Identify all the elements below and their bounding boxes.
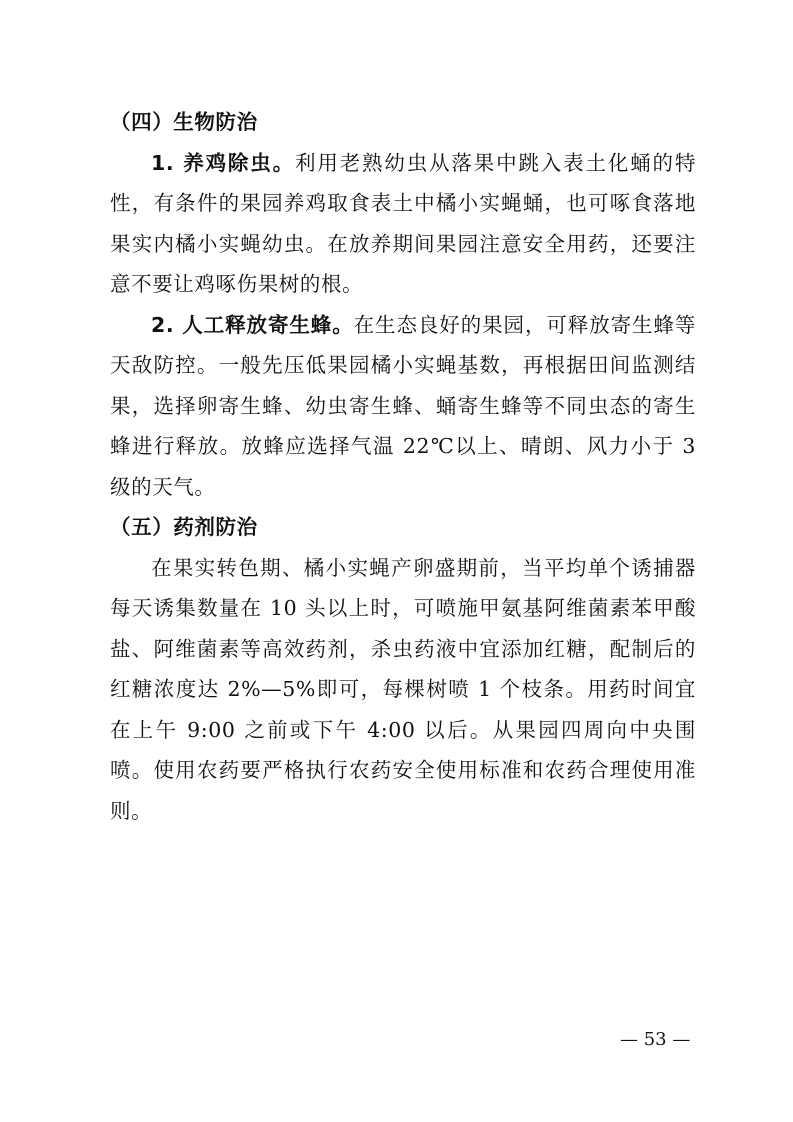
section-heading-chemical-control: （五）药剂防治 — [110, 515, 258, 539]
section-heading-biological-control: （四）生物防治 — [110, 110, 258, 134]
paragraph-text-parasitic-wasp-release: 在生态良好的果园，可释放寄生蜂等天敌防控。一般先压低果园橘小实蝇基数，再根据田间监测结果，选择卵寄生蜂、幼虫寄生蜂、蛹寄生蜂等不同虫态的寄生蜂进行释放。放蜂应选择气温 22℃以上、晴朗、风力小于 3 级的天气。 — [110, 312, 696, 499]
paragraph-lead-chicken-raising: 1. 养鸡除虫。 — [151, 150, 295, 175]
paragraph-chicken-raising — [110, 143, 696, 305]
paragraph-parasitic-wasp-release — [110, 305, 696, 508]
document-body — [110, 102, 696, 831]
paragraph-lead-parasitic-wasp-release: 2. 人工释放寄生蜂。 — [151, 312, 354, 337]
paragraph-chemical-control: 在果实转色期、橘小实蝇产卵盛期前，当平均单个诱捕器每天诱集数量在 10 头以上时，可喷施甲氨基阿维菌素苯甲酸盐、阿维菌素等高效药剂，杀虫药液中宜添加红糖，配制后的红糖浓度达 2%—5%即可，每棵树喷 1 个枝条。用药时间宜在上午 9:00 之前或下午 4:00 以后。从果园四周向中央围喷。使用农药要严格执行农药安全使用标准和农药合理使用准则。 — [110, 555, 696, 823]
paragraph-text-chicken-raising: 利用老熟幼虫从落果中跳入表土化蛹的特性，有条件的果园养鸡取食表土中橘小实蝇蛹，也可啄食落地果实内橘小实蝇幼虫。在放养期间果园注意安全用药，还要注意不要让鸡啄伤果树的根。 — [110, 150, 696, 296]
page-number: — 53 — — [620, 1029, 691, 1050]
